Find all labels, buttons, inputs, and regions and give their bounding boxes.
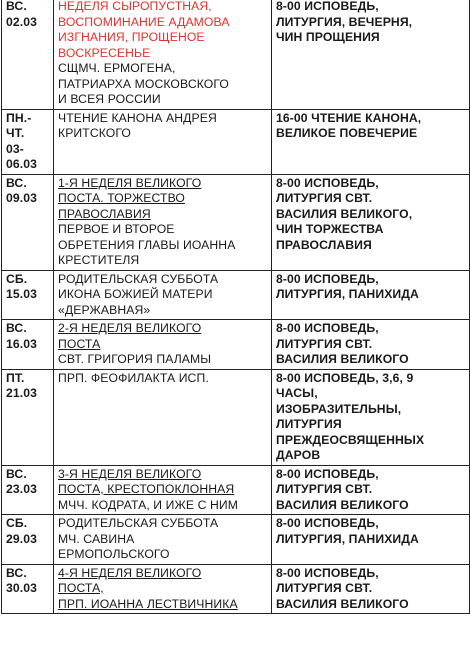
service-line: ЛИТУРГИЯ СВТ. <box>276 581 373 595</box>
date-line: 03- <box>6 141 24 156</box>
saint-line: МЧ. САВИНА <box>58 531 135 546</box>
event-cell <box>54 320 272 370</box>
schedule-body <box>2 0 470 614</box>
schedule-row <box>2 174 470 270</box>
date-cell <box>2 270 54 320</box>
sunday-title-line: 4-Я НЕДЕЛЯ ВЕЛИКОГО <box>58 565 202 580</box>
service-line: ЧИН ПРОЩЕНИЯ <box>276 30 380 44</box>
sunday-title-line: ПОСТА, <box>58 581 104 595</box>
service-line: 8-00 ИСПОВЕДЬ, <box>276 321 379 335</box>
schedule-row <box>2 320 470 370</box>
date-line: 23.03 <box>6 482 37 496</box>
date-line: ВС. <box>6 466 27 481</box>
date-cell <box>2 174 54 270</box>
service-line: ЛИТУРГИЯ СВТ. <box>276 336 373 351</box>
services-cell <box>272 515 470 565</box>
service-line: ПРАВОСЛАВИЯ <box>276 237 372 252</box>
date-line: ВС. <box>6 321 27 335</box>
date-line: 02.03 <box>6 14 37 29</box>
services-cell <box>272 174 470 270</box>
service-line: ВАСИЛИЯ ВЕЛИКОГО <box>276 497 409 512</box>
saint-line: ОБРЕТЕНИЯ ГЛАВЫ ИОАННА <box>58 237 236 252</box>
service-line: ЧАСЫ, <box>276 386 318 400</box>
service-line: 8-00 ИСПОВЕДЬ, 3,6, 9 <box>276 370 414 385</box>
saint-line: «ДЕРЖАВНАЯ» <box>58 302 151 317</box>
sunday-title-line: 2-Я НЕДЕЛЯ ВЕЛИКОГО <box>58 321 202 335</box>
schedule-row <box>2 465 470 515</box>
feast-title-line: ИЗГНАНИЯ, ПРОЩЕНОЕ <box>58 30 205 44</box>
date-cell <box>2 369 54 465</box>
date-cell <box>2 515 54 565</box>
schedule-row <box>2 0 470 109</box>
date-line: 21.03 <box>6 386 37 400</box>
schedule-row <box>2 564 470 614</box>
service-line: ЛИТУРГИЯ, ПАНИХИДА <box>276 287 419 301</box>
schedule-row <box>2 109 470 174</box>
service-line: 8-00 ИСПОВЕДЬ, <box>276 565 379 580</box>
service-line: 8-00 ИСПОВЕДЬ, <box>276 0 379 13</box>
date-line: СБ. <box>6 271 28 286</box>
service-line: ЧИН ТОРЖЕСТВА <box>276 222 384 236</box>
saint-line: И ВСЕЯ РОССИИ <box>58 92 161 106</box>
event-cell <box>54 0 272 109</box>
event-cell <box>54 564 272 614</box>
date-line: 09.03 <box>6 191 37 205</box>
date-line: 16.03 <box>6 336 37 351</box>
schedule-table <box>1 0 470 614</box>
date-line: ЧТ. <box>6 126 25 140</box>
event-cell <box>54 174 272 270</box>
saint-line: РОДИТЕЛЬСКАЯ СУББОТА <box>58 271 219 286</box>
service-line: ЛИТУРГИЯ <box>276 417 342 431</box>
event-cell <box>54 465 272 515</box>
saint-line: РОДИТЕЛЬСКАЯ СУББОТА <box>58 516 219 530</box>
service-line: ДАРОВ <box>276 448 321 462</box>
saint-line: СЩМЧ. ЕРМОГЕНА, <box>58 61 176 75</box>
event-cell <box>54 270 272 320</box>
services-cell <box>272 270 470 320</box>
sunday-title-line: ПРП. ИОАННА ЛЕСТВИЧНИКА <box>58 596 238 611</box>
saint-line: ПЕРВОЕ И ВТОРОЕ <box>58 222 175 236</box>
services-cell <box>272 369 470 465</box>
date-line: 29.03 <box>6 531 37 546</box>
date-line: ПТ. <box>6 370 25 385</box>
saint-line: КРЕСТИТЕЛЯ <box>58 253 140 267</box>
saint-line: ИКОНА БОЖИЕЙ МАТЕРИ <box>58 287 213 301</box>
service-line: 8-00 ИСПОВЕДЬ, <box>276 466 379 481</box>
schedule-row <box>2 515 470 565</box>
feast-title-line: ВОСПОМИНАНИЕ АДАМОВА <box>58 14 230 29</box>
service-line: ЛИТУРГИЯ, ВЕЧЕРНЯ, <box>276 14 413 29</box>
date-line: 06.03 <box>6 157 37 171</box>
sunday-title-line: ПРАВОСЛАВИЯ <box>58 206 151 221</box>
sunday-title-line: 1-Я НЕДЕЛЯ ВЕЛИКОГО <box>58 175 202 190</box>
service-line: ЛИТУРГИЯ СВТ. <box>276 482 373 496</box>
service-line: ИЗОБРАЗИТЕЛЬНЫ, <box>276 401 402 416</box>
date-line: 30.03 <box>6 581 37 595</box>
feast-title-line: ВОСКРЕСЕНЬЕ <box>58 45 151 60</box>
date-line: ВС. <box>6 565 27 580</box>
event-cell <box>54 515 272 565</box>
service-line: ЛИТУРГИЯ СВТ. <box>276 191 373 205</box>
services-cell <box>272 0 470 109</box>
service-line: ЛИТУРГИЯ, ПАНИХИДА <box>276 531 419 546</box>
services-cell <box>272 564 470 614</box>
date-line: ВС. <box>6 175 27 190</box>
event-cell <box>54 369 272 465</box>
event-cell <box>54 109 272 174</box>
feast-title-line: НЕДЕЛЯ СЫРОПУСТНАЯ, <box>58 0 212 13</box>
date-cell <box>2 0 54 109</box>
sunday-title-line: ПОСТА <box>58 336 101 351</box>
service-line: ПРЕЖДЕОСВЯЩЕННЫХ <box>276 432 425 447</box>
schedule-row <box>2 270 470 320</box>
saint-line: СВТ. ГРИГОРИЯ ПАЛАМЫ <box>58 352 212 366</box>
service-line: ВАСИЛИЯ ВЕЛИКОГО <box>276 596 409 611</box>
services-cell <box>272 320 470 370</box>
service-line: 8-00 ИСПОВЕДЬ, <box>276 516 379 530</box>
service-line: 8-00 ИСПОВЕДЬ, <box>276 271 379 286</box>
service-line: 8-00 ИСПОВЕДЬ, <box>276 175 379 190</box>
saint-line: МЧЧ. КОДРАТА, И ИЖЕ С НИМ <box>58 497 238 512</box>
sunday-title-line: ПОСТА. ТОРЖЕСТВО <box>58 191 185 205</box>
date-line: ПН.- <box>6 110 32 125</box>
saint-line: КРИТСКОГО <box>58 126 131 140</box>
sunday-title-line: ПОСТА, КРЕСТОПОКЛОННАЯ <box>58 482 235 496</box>
date-cell <box>2 564 54 614</box>
date-cell <box>2 320 54 370</box>
date-line: 15.03 <box>6 287 37 301</box>
saint-line: ЕРМОПОЛЬСКОГО <box>58 547 170 561</box>
service-line: 16-00 ЧТЕНИЕ КАНОНА, <box>276 110 422 125</box>
services-cell <box>272 465 470 515</box>
date-line: СБ. <box>6 516 28 530</box>
date-cell <box>2 465 54 515</box>
service-line: ВАСИЛИЯ ВЕЛИКОГО <box>276 352 409 366</box>
service-line: ВЕЛИКОЕ ПОВЕЧЕРИЕ <box>276 126 418 140</box>
saint-line: ПРП. ФЕОФИЛАКТА ИСП. <box>58 370 209 385</box>
date-line: ВС. <box>6 0 27 13</box>
schedule-row <box>2 369 470 465</box>
sunday-title-line: 3-Я НЕДЕЛЯ ВЕЛИКОГО <box>58 466 202 481</box>
saint-line: ЧТЕНИЕ КАНОНА АНДРЕЯ <box>58 110 217 125</box>
date-cell <box>2 109 54 174</box>
services-cell <box>272 109 470 174</box>
service-line: ВАСИЛИЯ ВЕЛИКОГО, <box>276 206 413 221</box>
saint-line: ПАТРИАРХА МОСКОВСКОГО <box>58 76 229 91</box>
